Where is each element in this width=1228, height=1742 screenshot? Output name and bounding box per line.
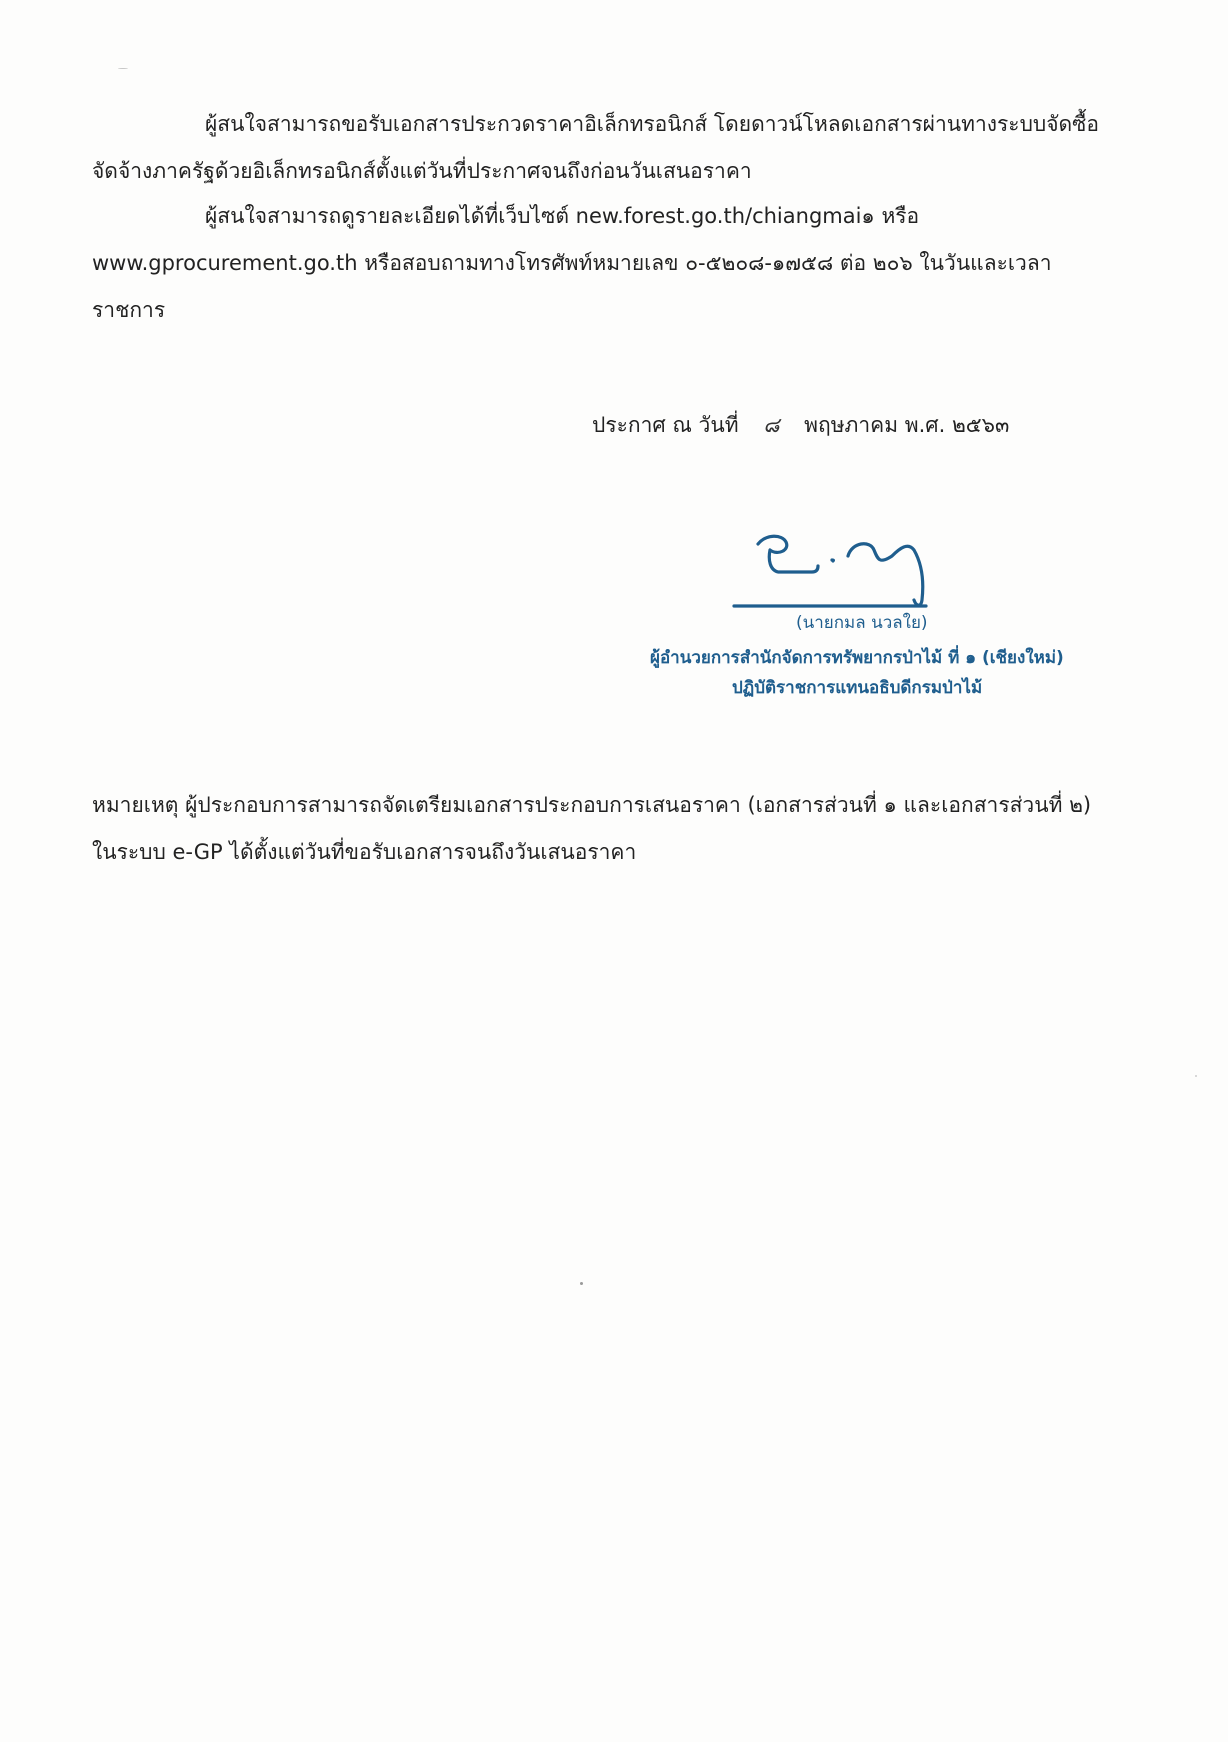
remark-line1: หมายเหตุ ผู้ประกอบการสามารถจัดเตรียมเอกสารประกอบการเสนอราคา (เอกสารส่วนที่ ๑ และเอกสารส่วนที่ ๒)	[92, 793, 1092, 817]
paragraph1-line2: จัดจ้างภาครัฐด้วยอิเล็กทรอนิกส์ตั้งแต่วันที่ประกาศจนถึงก่อนวันเสนอราคา	[92, 159, 752, 183]
announcement-date	[592, 410, 1009, 440]
handwritten-signature	[720, 520, 950, 615]
scan-speck	[1195, 1075, 1197, 1077]
signatory-name: (นายกมล นวลใย)	[796, 613, 928, 633]
scan-speck	[580, 1282, 583, 1285]
remark-line2: ในระบบ e-GP ได้ตั้งแต่วันที่ขอรับเอกสารจนถึงวันเสนอราคา	[92, 840, 637, 864]
scan-speck	[118, 68, 128, 69]
signatory-position-line1: ผู้อำนวยการสำนักจัดการทรัพยากรป่าไม้ ที่ ๑ (เชียงใหม่)	[650, 648, 1064, 668]
announcement-prefix: ประกาศ ณ วันที่	[592, 413, 739, 437]
paragraph1-line1: ผู้สนใจสามารถขอรับเอกสารประกวดราคาอิเล็กทรอนิกส์ โดยดาวน์โหลดเอกสารผ่านทางระบบจัดซื้อ	[205, 112, 1100, 136]
paragraph2-line2: www.gprocurement.go.th หรือสอบถามทางโทรศัพท์หมายเลข ๐-๕๒๐๘-๑๗๕๘ ต่อ ๒๐๖ ในวันและเวลา	[92, 251, 1052, 275]
announcement-day: ๘	[763, 413, 780, 437]
announcement-month-year: พฤษภาคม พ.ศ. ๒๕๖๓	[804, 413, 1010, 437]
paragraph2-line3: ราชการ	[92, 298, 166, 322]
paragraph2-line1: ผู้สนใจสามารถดูรายละเอียดได้ที่เว็บไซต์ new.forest.go.th/chiangmai๑ หรือ	[205, 204, 920, 228]
signatory-position-line2: ปฏิบัติราชการแทนอธิบดีกรมป่าไม้	[732, 678, 983, 698]
